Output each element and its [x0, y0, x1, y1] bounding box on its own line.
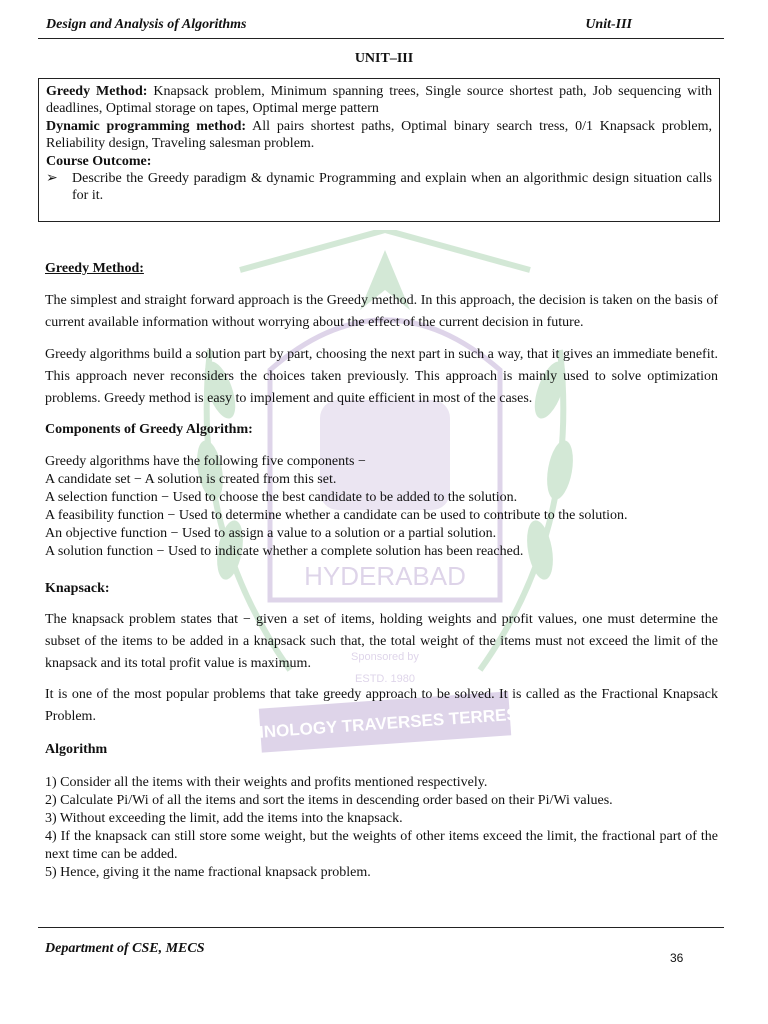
course-outcome-item: [46, 170, 712, 205]
page-header: [38, 16, 724, 39]
greedy-method-heading: Greedy Method:: [45, 261, 144, 276]
list-item: A feasibility function − Used to determine whether a candidate can be used to contribute to the solution.: [45, 508, 628, 523]
list-item: An objective function − Used to assign a value to a solution or a partial solution.: [45, 526, 497, 541]
greedy-paragraph-2: Greedy algorithms build a solution part by part, choosing the next part in such a way, that it gives an immediate benefit. This approach never reconsiders the choices taken previously. This approach is mainly used to solve optimization problems. Greedy method is easy to implement and quite efficient in most of the cases.: [45, 347, 718, 406]
course-outcome-text: Describe the Greedy paradigm & dynamic Programming and explain when an algorithmic design situation calls for it.: [72, 171, 712, 204]
knapsack-heading: Knapsack:: [45, 581, 110, 596]
algorithm-heading: Algorithm: [45, 742, 108, 757]
syllabus-dp: [46, 118, 712, 153]
footer-divider: [38, 927, 724, 928]
syllabus-box: [38, 78, 720, 222]
list-item: Greedy algorithms have the following five components −: [45, 454, 366, 469]
list-item: 3) Without exceeding the limit, add the items into the knapsack.: [45, 811, 403, 826]
syllabus-greedy: [46, 83, 712, 118]
arrow-bullet-icon: ➢: [46, 171, 58, 187]
course-outcome-label: Course Outcome:: [46, 153, 152, 169]
components-heading: Components of Greedy Algorithm:: [45, 422, 253, 437]
header-unit: Unit-III: [585, 17, 632, 32]
list-item: A solution function − Used to indicate whether a complete solution has been reached.: [45, 544, 524, 559]
syllabus-greedy-text: Knapsack problem, Minimum spanning trees, Single source shortest path, Job sequencing with deadlines, Optimal storage on tapes, Optimal merge pattern: [46, 84, 712, 117]
algorithm-steps: [45, 774, 718, 882]
components-list: [45, 453, 718, 561]
unit-title: UNIT–III: [354, 51, 414, 66]
syllabus-dp-text: All pairs shortest paths, Optimal binary search tress, 0/1 Knapsack problem, Reliability design, Traveling salesman problem.: [46, 118, 712, 152]
watermark-sponsor-text: Sponsored by: [351, 651, 419, 663]
list-item: 1) Consider all the items with their weights and profits mentioned respectively.: [45, 775, 488, 790]
greedy-paragraph-1: The simplest and straight forward approach is the Greedy method. In this approach, the decision is taken on the basis of current available information without worrying about the effect of the current decision in future.: [45, 293, 718, 330]
footer-department: Department of CSE, MECS: [45, 941, 205, 956]
syllabus-greedy-label: Greedy Method:: [46, 84, 148, 99]
syllabus-dp-label: Dynamic programming method:: [46, 118, 247, 134]
knapsack-paragraph-1: The knapsack problem states that − given a set of items, holding weights and profit values, one must determine the subset of the items to be added in a knapsack such that, the total weight of the items must not exceed the limit of the knapsack and its total profit value is maximum.: [45, 612, 718, 671]
knapsack-paragraph-2: It is one of the most popular problems that take greedy approach to be solved. It is called as the Fractional Knapsack Problem.: [45, 687, 718, 724]
list-item: A selection function − Used to choose the best candidate to be added to the solution.: [45, 490, 518, 505]
header-course-title: Design and Analysis of Algorithms: [46, 17, 247, 32]
list-item: 2) Calculate Pi/Wi of all the items and sort the items in descending order based on their Pi/Wi values.: [45, 793, 613, 808]
page-number: 36: [670, 951, 684, 965]
list-item: 5) Hence, giving it the name fractional knapsack problem.: [45, 865, 371, 880]
list-item: 4) If the knapsack can still store some weight, but the weights of other items exceed the limit, the fractional part of the next time can be added.: [45, 829, 718, 862]
watermark-city-text: HYDERABAD: [304, 561, 466, 591]
watermark-estd-text: ESTD. 1980: [355, 673, 415, 685]
watermark-motto-text: TECHNOLOGY TRAVERSES TERRESTRA: [217, 702, 554, 745]
list-item: A candidate set − A solution is created from this set.: [45, 472, 337, 487]
